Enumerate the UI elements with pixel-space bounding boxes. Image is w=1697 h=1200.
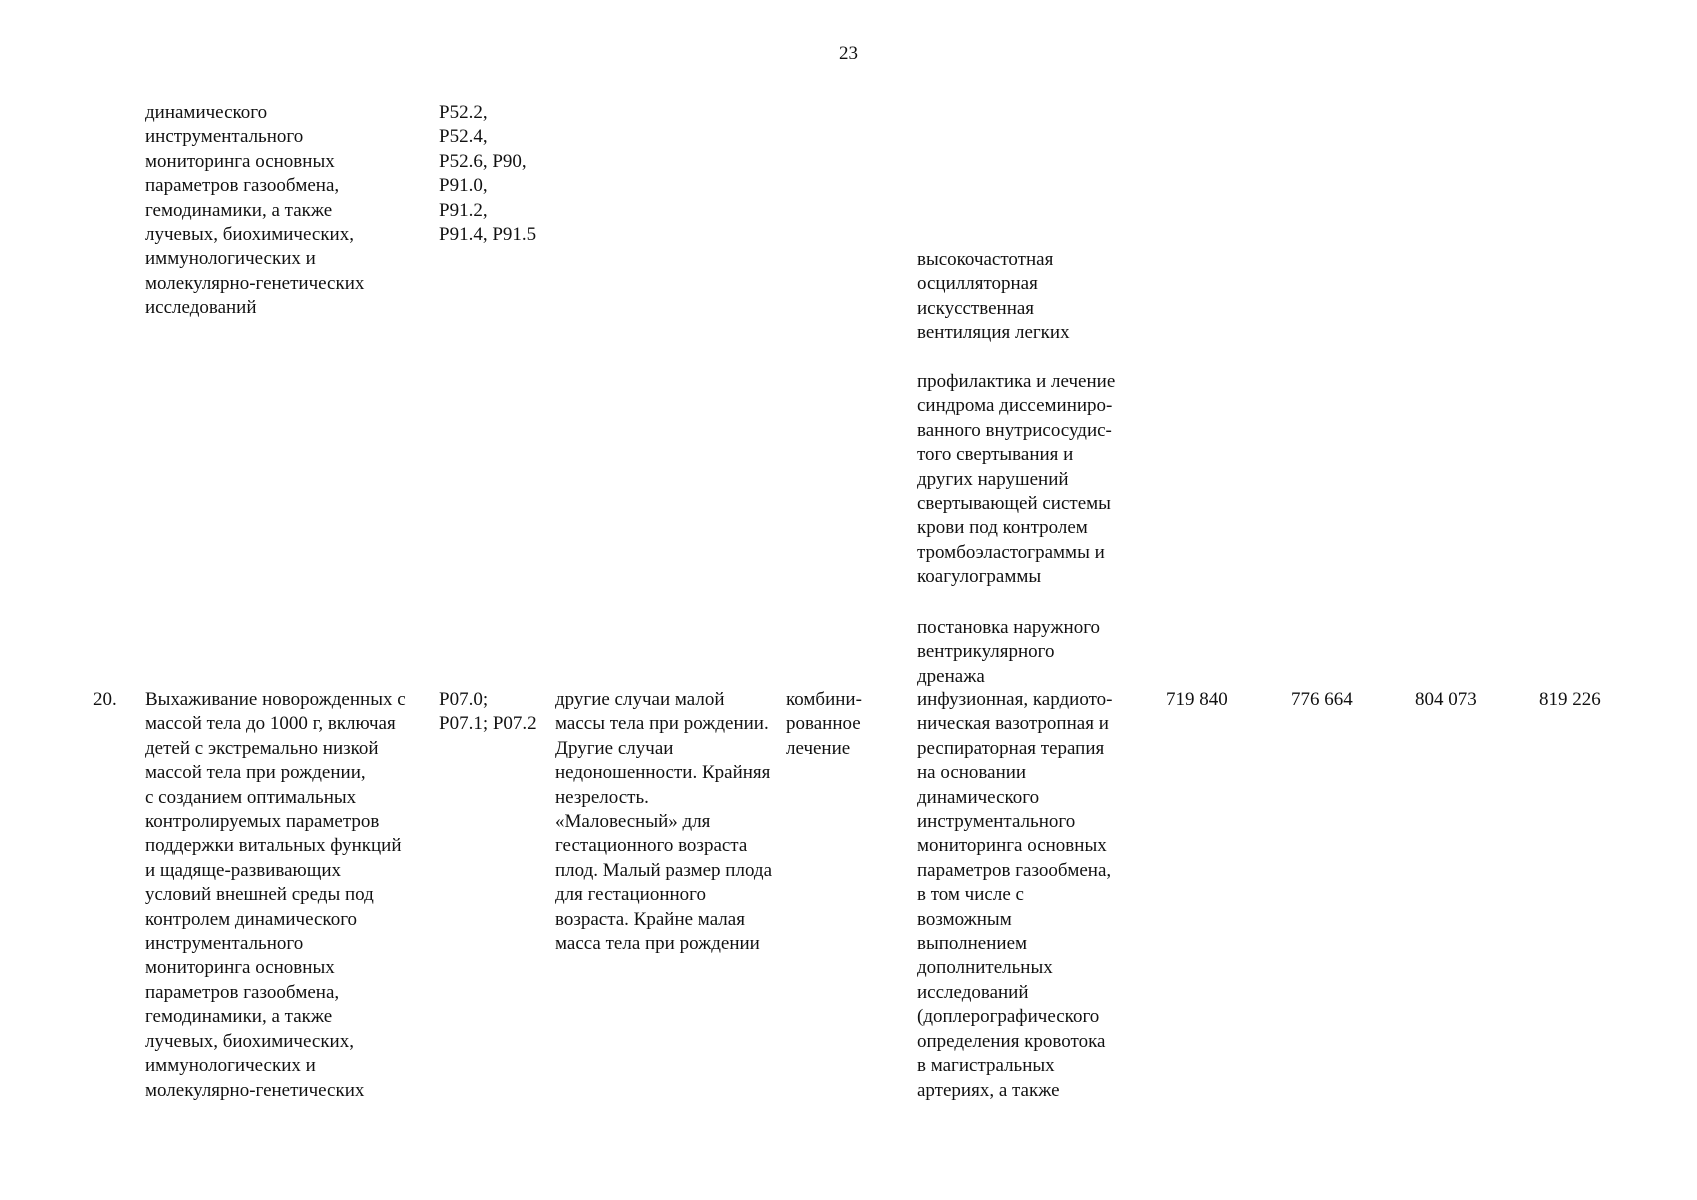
treatment-method-item: высокочастотная осцилляторная искусственная вентиляция легких xyxy=(917,249,1070,344)
service-name-continued: динамического инструментального мониторинга основных параметров газообмена, гемодинамики, а также лучевых, биохимических, иммунологических и молекулярно-генетических исследований xyxy=(145,102,365,319)
standard-cost-value: 819 226 xyxy=(1539,689,1601,710)
service-name: Выхаживание новорожденных с массой тела до 1000 г, включая детей с экстремально низкой массой тела при рождении, с созданием оптимальных контролируемых параметров поддержки витальных функций и щадяще-развивающих условий внешней среды под контролем динамического инструментального мониторинга основных параметров газообмена, гемодинамики, а также лучевых, биохимических, иммунологических и молекулярно-генетических xyxy=(145,689,406,1101)
treatment-method-item: постановка наружного вентрикулярного дренажа xyxy=(917,617,1101,687)
standard-cost-value: 719 840 xyxy=(1166,689,1228,710)
standard-cost-value: 776 664 xyxy=(1291,689,1353,710)
treatment-kind: комбини- рованное лечение xyxy=(786,689,862,759)
row-number: 20. xyxy=(93,689,117,710)
icd-codes: P07.0; P07.1; P07.2 xyxy=(439,689,537,735)
standard-cost-value: 804 073 xyxy=(1415,689,1477,710)
page-number: 23 xyxy=(839,43,858,64)
patient-model: другие случаи малой массы тела при рождении. Другие случаи недоношенности. Крайняя незрелость. «Маловесный» для гестационного возраста плод. Малый размер плода для гестационного возраста. Крайне малая масса тела при рождении xyxy=(555,689,773,955)
treatment-method-item: профилактика и лечение синдрома диссеминиро- ванного внутрисосудис- того свертывания и других нарушений свертывающей системы крови под контролем тромбоэластограммы и коагулограммы xyxy=(917,371,1116,588)
treatment-method: инфузионная, кардиото- ническая вазотропная и респираторная терапия на основании динамического инструментального мониторинга основных параметров газообмена, в том числе с возможным выполнением дополнительных исследований (доплерографического определения кровотока в магистральных артериях, а также xyxy=(917,689,1113,1101)
icd-codes-continued: P52.2, P52.4, P52.6, P90, P91.0, P91.2, P91.4, P91.5 xyxy=(439,102,537,246)
